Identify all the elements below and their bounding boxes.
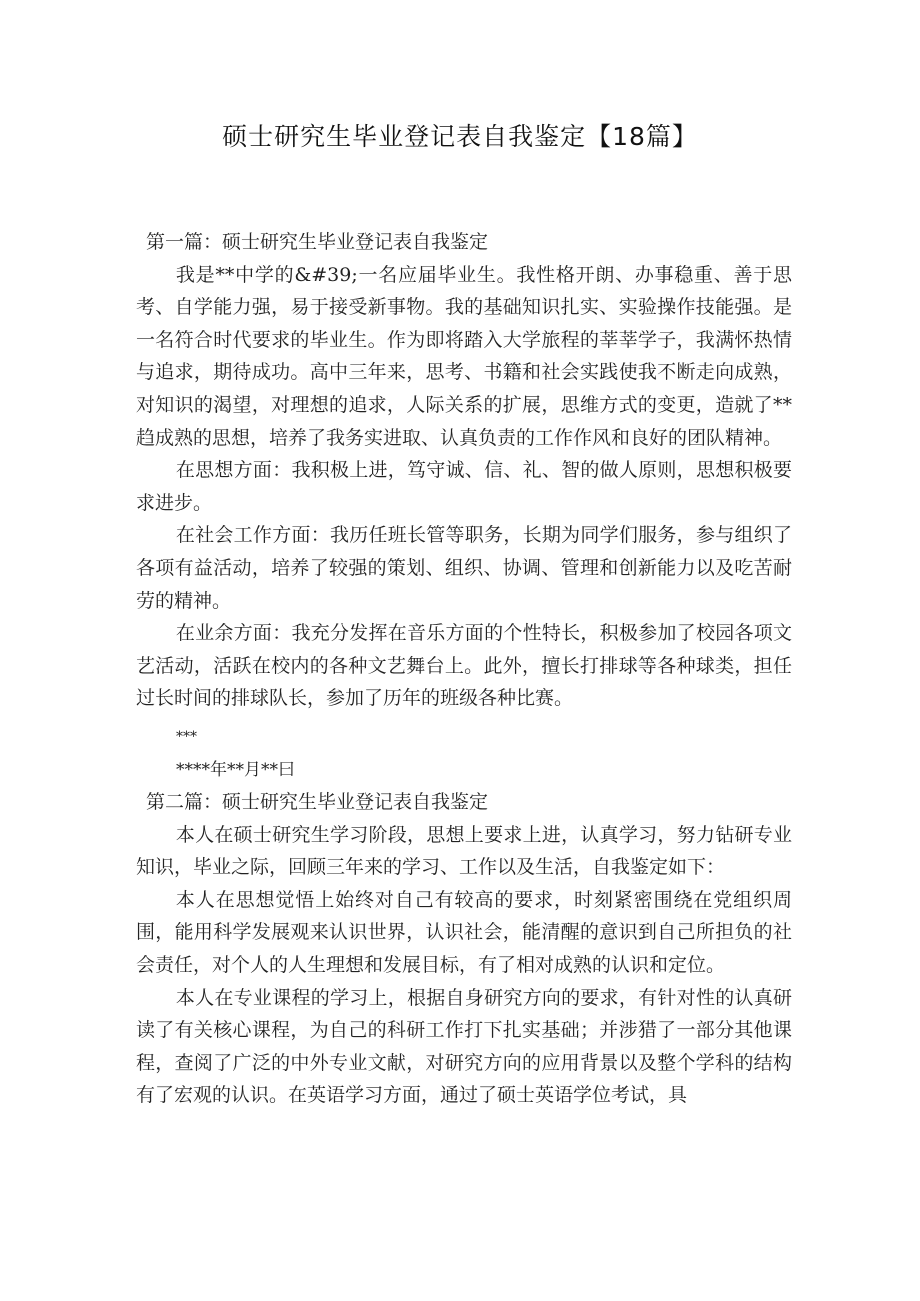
section-heading: 第二篇：硕士研究生毕业登记表自我鉴定	[146, 791, 489, 814]
paragraph: 本人在思想觉悟上始终对自己有较高的要求，时刻紧密围绕在党组织周围，能用科学发展观来认识世界，认识社会，能清醒的意识到自己所担负的社会责任，对个人的人生理想和发展目标，有了相对成熟的认识和定位。	[136, 888, 792, 977]
paragraph: 在社会工作方面：我历任班长管等职务，长期为同学们服务，参与组织了各项有益活动，培养了较强的策划、组织、协调、管理和创新能力以及吃苦耐劳的精神。	[136, 524, 792, 612]
date-line: ****年**月**曰	[176, 759, 295, 780]
document-body	[136, 226, 792, 1112]
document-title: 硕士研究生毕业登记表自我鉴定【18篇】	[222, 122, 698, 151]
paragraph: 我是**中学的&#39;一名应届毕业生。我性格开朗、办事稳重、善于思考、自学能力强，易于接受新事物。我的基础知识扎实、实验操作技能强。是一名符合时代要求的毕业生。作为即将踏入大学旅程的莘莘学子，我满怀热情与追求，期待成功。高中三年来，思考、书籍和社会实践使我不断走向成熟，对知识的渴望，对理想的追求，人际关系的扩展，思维方式的变更，造就了**趋成熟的思想，培养了我务实进取、认真负责的工作作风和良好的团队精神。	[136, 263, 792, 449]
paragraph: 在思想方面：我积极上进，笃守诚、信、礼、智的做人原则，思想积极要求进步。	[136, 459, 792, 514]
paragraph: 本人在硕士研究生学习阶段，思想上要求上进，认真学习，努力钻研专业知识，毕业之际，回顾三年来的学习、工作以及生活，自我鉴定如下：	[136, 823, 792, 879]
signature: ***	[176, 728, 197, 745]
paragraph: 本人在专业课程的学习上，根据自身研究方向的要求，有针对性的认真研读了有关核心课程，为自己的科研工作打下扎实基础；并涉猎了一部分其他课程，查阅了广泛的中外专业文献，对研究方向的应用背景以及整个学科的结构有了宏观的认识。在英语学习方面，通过了硕士英语学位考试，具	[136, 986, 792, 1107]
paragraph: 在业余方面：我充分发挥在音乐方面的个性特长，积极参加了校园各项文艺活动，活跃在校内的各种文艺舞台上。此外，擅长打排球等各种球类，担任过长时间的排球队长，参加了历年的班级各种比赛。	[136, 622, 792, 710]
section-heading: 第一篇：硕士研究生毕业登记表自我鉴定	[146, 231, 489, 253]
